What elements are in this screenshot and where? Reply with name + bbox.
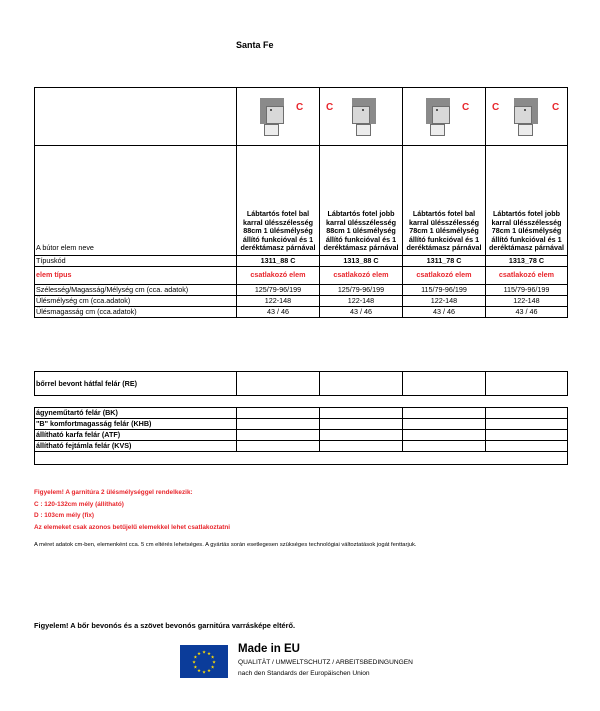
seat-height-value: 43 / 46 [403,307,486,318]
stitch-warning: Figyelem! A bőr bevonós és a szövet bevonós garnitúra varrásképe eltérő. [34,621,296,630]
eu-star-icon: ★ [196,669,202,675]
leather-back-label: bőrrel bevont hátfal felár (RE) [35,372,237,396]
elem-type: csatlakozó elem [486,267,568,285]
dims-value: 125/79-96/199 [237,285,320,296]
eu-quality-line: QUALITÄT / UMWELTSCHUTZ / ARBEITSBEDINGUNGEN [238,659,413,666]
surcharge-label: "B" komfortmagasság felár (KHB) [35,419,237,430]
depth-mark: C [296,101,304,113]
elem-type: csatlakozó elem [237,267,320,285]
eu-standards-line: nach den Standards der Europäischen Union [238,670,370,677]
leather-back-table [34,371,568,396]
surcharge-table [34,407,568,465]
surcharge-label: ágyneműtartó felár (BK) [35,408,237,419]
seat-depth-value: 122-148 [320,296,403,307]
eu-flag-icon [180,645,228,678]
seat-depth-value: 122-148 [486,296,568,307]
eu-star-icon: ★ [210,665,215,671]
depth-mark: C [552,101,560,113]
type-code: 1311_88 C [237,256,320,267]
dims-value: 125/79-96/199 [320,285,403,296]
elem-name: Lábtartós fotel bal karral ülésszélesség 78cm 1 ülésmélység állító funkcióval és 1 deréktámasz párnával [403,146,486,256]
eu-star-icon: ★ [196,651,202,657]
seat-height-value: 43 / 46 [486,307,568,318]
eu-star-icon: ★ [206,669,212,675]
notes-connect: Az elemeket csak azonos betűjelű elemekkel lehet csatlakoztatni [34,523,231,531]
row-label-dims: Szélesség/Magasság/Mélység cm (cca. adatok) [35,285,237,296]
type-code: 1313_88 C [320,256,403,267]
eu-star-icon: ★ [201,650,207,656]
elem-image-cell [486,88,568,146]
seat-depth-value: 122-148 [237,296,320,307]
row-label-elem-type: elem típus [35,267,237,285]
eu-star-icon: ★ [211,660,217,666]
elem-name: Lábtartós fotel bal karral ülésszélesség 88cm 1 ülésmélység állító funkcióval és 1 deréktámasz párnával [237,146,320,256]
notes-warning: Figyelem! A garnitúra 2 ülésmélységgel rendelkezik: [34,489,193,496]
elem-name: Lábtartós fotel jobb karral ülésszélesség 88cm 1 ülésmélység állító funkcióval és 1 deréktámasz párnával [320,146,403,256]
sofa-left-arm-icon [426,98,450,134]
made-in-eu-heading: Made in EU [238,643,300,655]
row-header-name: A bútor elem neve [35,146,237,256]
eu-star-icon: ★ [193,655,198,661]
seat-height-value: 43 / 46 [237,307,320,318]
page-title: Santa Fe [236,40,274,50]
seat-depth-value: 122-148 [403,296,486,307]
elem-image-cell [320,88,403,146]
row-label-seat-depth: Ülésmélység cm (cca.adatok) [35,296,237,307]
sofa-right-arm-icon [514,98,538,134]
elem-image-cell [403,88,486,146]
eu-star-icon: ★ [206,651,212,657]
product-spec-table [34,87,568,318]
dims-value: 115/79-96/199 [403,285,486,296]
type-code: 1311_78 C [403,256,486,267]
eu-star-icon: ★ [193,665,198,671]
row-label-code: Típuskód [35,256,237,267]
eu-star-icon: ★ [210,655,215,661]
notes-d-depth: D : 103cm mély (fix) [34,512,95,519]
elem-type: csatlakozó elem [403,267,486,285]
disclaimer: A méret adatok cm-ben, elemenként cca. 5 cm eltérés lehetséges. A gyártás során esetlegesen szükséges technológiai változtatások jogát fenttarjuk. [34,542,417,548]
sofa-right-arm-icon [352,98,376,134]
surcharge-label: állítható fejtámla felár (KVS) [35,441,237,452]
eu-star-icon: ★ [201,670,207,676]
row-label-seat-height: Ülésmagasság cm (cca.adatok) [35,307,237,318]
image-row-label [35,88,237,146]
depth-mark: C [492,101,500,113]
seat-height-value: 43 / 46 [320,307,403,318]
depth-mark: C [326,101,334,113]
elem-image-cell [237,88,320,146]
depth-mark: C [462,101,470,113]
elem-name: Lábtartós fotel jobb karral ülésszélesség 78cm 1 ülésmélység állító funkcióval és 1 deréktámasz párnával [486,146,568,256]
sofa-left-arm-icon [260,98,284,134]
depth-notes [34,487,230,533]
dims-value: 115/79-96/199 [486,285,568,296]
surcharge-label: állítható karfa felár (ATF) [35,430,237,441]
eu-star-icon: ★ [191,660,197,666]
elem-type: csatlakozó elem [320,267,403,285]
type-code: 1313_78 C [486,256,568,267]
notes-c-depth: C : 120-132cm mély (állítható) [34,500,124,508]
